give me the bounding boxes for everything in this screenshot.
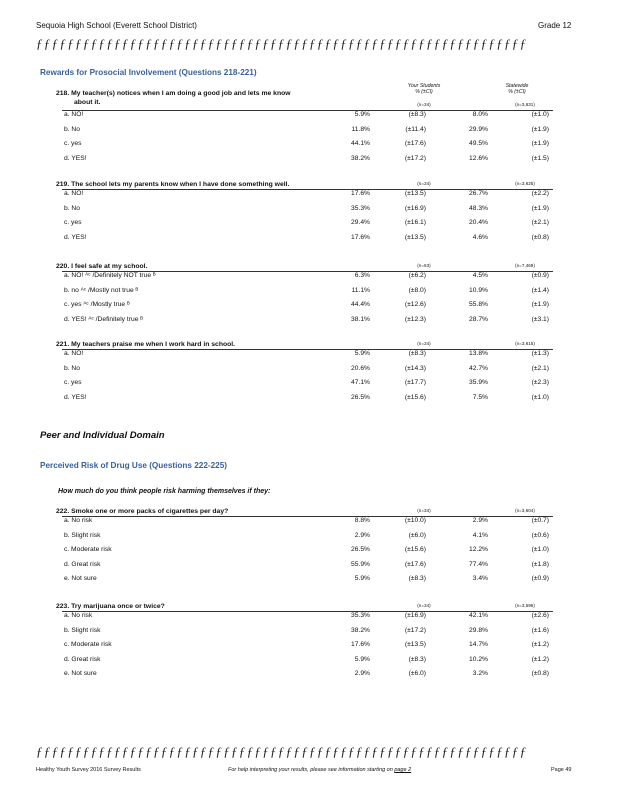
your-students-ci: (±8.3) [408, 575, 426, 582]
statewide-ci: (±0.9) [531, 575, 549, 582]
your-students-percent: 8.8% [354, 517, 370, 524]
response-option: c. yes ᴬᶜ /Mostly true ᴮ [64, 301, 130, 308]
your-students-percent: 26.5% [351, 393, 370, 401]
table-row [62, 314, 553, 327]
statewide-ci: (±1.9) [531, 140, 549, 147]
column-header-your-students-label: Your Students % (±CI) [407, 83, 441, 95]
statewide-ci: (±1.2) [531, 655, 549, 663]
statewide-percent: 7.5% [472, 393, 488, 401]
your-students-ci: (±17.6) [404, 560, 426, 568]
response-option: d. YES! [64, 393, 87, 401]
section-title-risk: Perceived Risk of Drug Use (Questions 222-225) [40, 461, 228, 470]
response-option: c. Moderate risk [64, 641, 112, 648]
table-row [62, 188, 553, 201]
sample-size-your-students: (n=34) [417, 508, 431, 513]
sample-size-statewide: (n=3,615) [515, 341, 535, 346]
your-students-percent: 5.9% [354, 655, 370, 663]
statewide-percent: 14.7% [469, 641, 488, 648]
statewide-ci: (±1.2) [531, 641, 549, 648]
table-row [62, 153, 553, 166]
response-option: c. Moderate risk [64, 546, 112, 553]
table-row [62, 559, 553, 572]
sample-size-your-students: (n=34) [417, 181, 431, 186]
question-title: 222. Smoke one or more packs of cigarettes per day? [56, 508, 229, 515]
grade-label: Grade 12 [538, 21, 572, 30]
table-row [62, 299, 553, 312]
table-row [62, 203, 553, 216]
question-title: 220. I feel safe at my school. [56, 263, 148, 270]
response-option: d. Great risk [64, 655, 101, 663]
your-students-percent: 35.3% [351, 612, 370, 619]
your-students-ci: (±12.3) [404, 315, 426, 323]
your-students-ci: (±16.1) [404, 219, 426, 226]
response-option: a. No risk [64, 612, 93, 619]
response-option: b. Slight risk [64, 531, 101, 539]
table-row [62, 610, 553, 623]
school-name: Sequoia High School (Everett School District) [36, 21, 197, 30]
your-students-percent: 44.4% [351, 301, 370, 308]
sample-size-your-students: (n=34) [417, 341, 431, 346]
your-students-ci: (±13.5) [404, 641, 426, 648]
statewide-percent: 4.6% [472, 233, 488, 241]
question-title: 218. My teacher(s) notices when I am doing a good job and lets me know [56, 90, 291, 97]
response-option: b. No [64, 204, 80, 212]
your-students-ci: (±17.2) [404, 626, 426, 634]
statewide-ci: (±1.9) [531, 125, 549, 133]
footer-help-text [228, 767, 411, 773]
your-students-ci: (±16.9) [404, 204, 426, 212]
column-header-statewide-label: Statewide % (±CI) [505, 83, 529, 95]
table-row [62, 392, 553, 405]
statewide-ci: (±3.1) [531, 315, 549, 323]
statewide-percent: 49.5% [469, 140, 488, 147]
statewide-percent: 28.7% [469, 315, 488, 323]
statewide-ci: (±1.9) [531, 204, 549, 212]
sample-size-your-students: (n=34) [417, 603, 431, 608]
your-students-percent: 47.1% [351, 379, 370, 386]
response-option: a. NO! [64, 190, 84, 197]
response-option: b. No [64, 364, 80, 372]
your-students-percent: 2.9% [354, 531, 370, 539]
table-row [62, 232, 553, 245]
table-row [62, 109, 553, 122]
response-option: c. yes [64, 140, 82, 147]
sample-size-statewide: (n=3,625) [515, 181, 535, 186]
sample-size-statewide: (n=7,469) [515, 263, 535, 268]
footer-survey-title: Healthy Youth Survey 2016 Survey Results [36, 767, 141, 773]
table-row [62, 270, 553, 283]
statewide-ci: (±2.2) [531, 190, 549, 197]
table-row [62, 573, 553, 586]
your-students-percent: 5.9% [354, 575, 370, 582]
statewide-ci: (±0.6) [531, 531, 549, 539]
table-row [62, 625, 553, 638]
statewide-percent: 48.3% [469, 204, 488, 212]
question-title: 223. Try marijuana once or twice? [56, 603, 165, 610]
statewide-ci: (±2.6) [531, 612, 549, 619]
statewide-percent: 20.4% [469, 219, 488, 226]
statewide-ci: (±2.1) [531, 219, 549, 226]
your-students-ci: (±11.4) [405, 125, 426, 133]
your-students-percent: 5.9% [354, 111, 370, 118]
sample-size-your-students: (n=34) [417, 102, 431, 107]
your-students-ci: (±17.7) [404, 379, 426, 386]
your-students-percent: 17.6% [351, 233, 370, 241]
response-option: b. No [64, 125, 80, 133]
statewide-ci: (±1.8) [531, 560, 549, 568]
risk-prompt: How much do you think people risk harming themselves if they: [58, 488, 271, 495]
sample-size-your-students: (n=63) [417, 263, 431, 268]
question-title-continued: about it. [74, 99, 101, 106]
your-students-ci: (±6.0) [408, 670, 426, 677]
statewide-ci: (±1.4) [531, 286, 549, 294]
statewide-ci: (±2.1) [531, 364, 549, 372]
response-option: a. NO! [64, 350, 84, 357]
statewide-percent: 4.1% [472, 531, 488, 539]
your-students-ci: (±8.0) [408, 286, 426, 294]
response-option: d. Great risk [64, 560, 101, 568]
your-students-ci: (±17.2) [404, 154, 426, 162]
your-students-percent: 17.6% [351, 641, 370, 648]
statewide-percent: 10.2% [469, 655, 488, 663]
your-students-percent: 44.1% [351, 140, 370, 147]
your-students-percent: 55.9% [351, 560, 370, 568]
your-students-percent: 26.5% [351, 546, 370, 553]
statewide-percent: 26.7% [469, 190, 488, 197]
decorative-f-line-bottom: ƒƒƒƒƒƒƒƒƒƒƒƒƒƒƒƒƒƒƒƒƒƒƒƒƒƒƒƒƒƒƒƒƒƒƒƒƒƒƒƒƒƒƒƒƒƒƒƒƒƒƒƒƒƒƒƒƒƒƒƒƒƒƒ [36, 744, 528, 759]
statewide-percent: 13.8% [469, 350, 488, 357]
response-option: e. Not sure [64, 670, 97, 677]
statewide-percent: 77.4% [469, 560, 488, 568]
statewide-percent: 42.1% [469, 612, 488, 619]
table-row [62, 639, 553, 652]
question-title: 221. My teachers praise me when I work hard in school. [56, 341, 236, 348]
your-students-ci: (±8.3) [408, 350, 426, 357]
statewide-percent: 29.9% [469, 125, 488, 133]
domain-title: Peer and Individual Domain [40, 430, 165, 441]
your-students-percent: 17.6% [351, 190, 370, 197]
your-students-ci: (±13.5) [404, 190, 426, 197]
question-title: 219. The school lets my parents know when I have done something well. [56, 181, 290, 188]
your-students-ci: (±8.3) [408, 655, 426, 663]
response-option: d. YES! [64, 154, 87, 162]
table-row [62, 530, 553, 543]
statewide-percent: 3.4% [472, 575, 488, 582]
your-students-percent: 11.8% [351, 125, 370, 133]
statewide-percent: 42.7% [469, 364, 488, 372]
response-option: d. YES! [64, 233, 87, 241]
footer-help-label: For help interpreting your results, please see information starting on [228, 767, 395, 773]
your-students-percent: 38.1% [351, 315, 370, 323]
statewide-percent: 8.0% [472, 111, 488, 118]
statewide-ci: (±1.0) [531, 111, 549, 118]
page-number: Page 49 [551, 767, 572, 773]
table-row [62, 363, 553, 376]
column-header-your-students [394, 83, 454, 95]
response-option: a. NO! [64, 111, 84, 118]
table-row [62, 377, 553, 390]
your-students-percent: 20.6% [351, 364, 370, 372]
statewide-ci: (±1.5) [531, 154, 549, 162]
your-students-ci: (±10.0) [404, 517, 426, 524]
sample-size-statewide: (n=3,596) [515, 603, 535, 608]
statewide-percent: 29.8% [469, 626, 488, 634]
response-option: e. Not sure [64, 575, 97, 582]
your-students-percent: 35.3% [351, 204, 370, 212]
your-students-ci: (±16.9) [404, 612, 426, 619]
response-option: c. yes [64, 219, 82, 226]
statewide-ci: (±1.3) [531, 350, 549, 357]
statewide-percent: 12.6% [469, 154, 488, 162]
statewide-percent: 12.2% [469, 546, 488, 553]
sample-size-statewide: (n=3,631) [515, 102, 535, 107]
statewide-percent: 55.8% [469, 301, 488, 308]
response-option: b. no ᴬᶜ /Mostly not true ᴮ [64, 286, 139, 294]
your-students-percent: 5.9% [354, 350, 370, 357]
statewide-ci: (±0.8) [531, 233, 549, 241]
sample-size-statewide: (n=3,604) [515, 508, 535, 513]
table-row [62, 217, 553, 230]
your-students-ci: (±15.6) [404, 546, 426, 553]
your-students-ci: (±15.6) [404, 393, 426, 401]
footer-page-link[interactable]: page 2 [394, 767, 412, 773]
section-title-rewards: Rewards for Prosocial Involvement (Questions 218-221) [40, 68, 257, 77]
your-students-ci: (±17.6) [404, 140, 426, 147]
your-students-ci: (±13.5) [404, 233, 426, 241]
table-row [62, 654, 553, 667]
table-row [62, 348, 553, 361]
statewide-ci: (±0.9) [531, 272, 549, 279]
statewide-ci: (±2.3) [531, 379, 549, 386]
your-students-percent: 2.9% [354, 670, 370, 677]
statewide-ci: (±1.6) [531, 626, 549, 634]
response-option: c. yes [64, 379, 82, 386]
your-students-ci: (±12.6) [404, 301, 426, 308]
your-students-ci: (±6.2) [408, 272, 426, 279]
statewide-percent: 2.9% [472, 517, 488, 524]
statewide-percent: 35.9% [469, 379, 488, 386]
table-row [62, 515, 553, 528]
column-header-statewide [487, 83, 547, 95]
statewide-ci: (±1.0) [531, 546, 549, 553]
your-students-percent: 38.2% [351, 626, 370, 634]
statewide-ci: (±1.0) [531, 393, 549, 401]
your-students-ci: (±14.3) [404, 364, 426, 372]
table-row [62, 544, 553, 557]
table-row [62, 124, 553, 137]
statewide-percent: 4.5% [472, 272, 488, 279]
response-option: d. YES! ᴬᶜ /Definitely true ᴮ [64, 315, 144, 323]
response-option: a. NO! ᴬᶜ /Definitely NOT true ᴮ [64, 272, 156, 279]
table-row [62, 668, 553, 681]
statewide-ci: (±0.7) [531, 517, 549, 524]
statewide-ci: (±0.8) [531, 670, 549, 677]
table-row [62, 138, 553, 151]
response-option: b. Slight risk [64, 626, 101, 634]
your-students-ci: (±8.3) [408, 111, 426, 118]
statewide-percent: 3.2% [472, 670, 488, 677]
statewide-percent: 10.9% [469, 286, 488, 294]
statewide-ci: (±1.9) [531, 301, 549, 308]
your-students-percent: 6.3% [354, 272, 370, 279]
your-students-ci: (±6.0) [408, 531, 426, 539]
your-students-percent: 29.4% [351, 219, 370, 226]
table-row [62, 285, 553, 298]
decorative-f-line-top: ƒƒƒƒƒƒƒƒƒƒƒƒƒƒƒƒƒƒƒƒƒƒƒƒƒƒƒƒƒƒƒƒƒƒƒƒƒƒƒƒƒƒƒƒƒƒƒƒƒƒƒƒƒƒƒƒƒƒƒƒƒƒƒ [36, 36, 528, 51]
response-option: a. No risk [64, 517, 93, 524]
your-students-percent: 38.2% [351, 154, 370, 162]
your-students-percent: 11.1% [351, 286, 370, 294]
